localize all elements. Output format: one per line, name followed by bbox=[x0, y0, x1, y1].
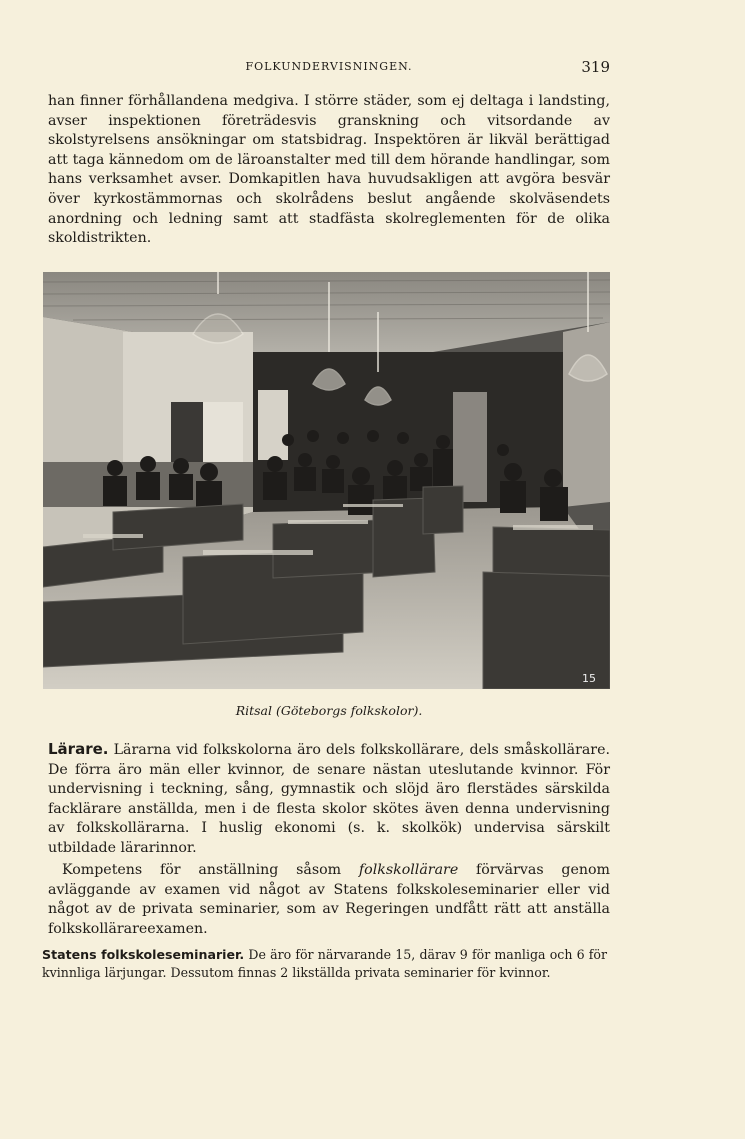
seminaries-note bbox=[42, 946, 607, 981]
competence-paragraph bbox=[48, 861, 610, 939]
teachers-text: Lärarna vid folkskolorna äro dels folkskollärare, dels småskollärare. De förra äro män eller kvinnor, de senare nästan uteslutande kvinnor. För undervisning i teckning, sång, gymnastik och slöjd äro flerstädes särskilda facklärare anställda, men i de flesta skolor skötes även denna undervisning av folkskollärarna. I huslig ekonomi (s. k. skolkök) undervisa särskilt utbildade lärarinnor. bbox=[48, 742, 610, 856]
photo-caption bbox=[48, 703, 610, 718]
page-header bbox=[48, 60, 610, 80]
teachers-heading: Lärare. bbox=[48, 740, 109, 758]
competence-emphasis: folkskollärare bbox=[358, 862, 459, 878]
caption-source: (Göteborgs folkskolor). bbox=[276, 703, 423, 718]
page-number: 319 bbox=[581, 58, 610, 76]
plate-number: 15 bbox=[582, 672, 596, 685]
classroom-photo bbox=[43, 272, 610, 689]
seminaries-heading: Statens folkskoleseminarier. bbox=[42, 947, 245, 962]
running-title: FOLKUNDERVISNINGEN. bbox=[245, 60, 413, 73]
competence-after: förvärvas genom avläggande av examen vid något av Statens folkskoleseminarier eller vid något av de privata seminarier, som av Regeringen undfått rätt att anställa folkskollärareexamen. bbox=[48, 862, 610, 937]
competence-before: Kompetens för anställning såsom bbox=[62, 862, 342, 878]
seminaries-text: De äro för närvarande 15, därav 9 för manliga och 6 för kvinnliga lärjungar. Dessutom finnas 2 likställda privata seminarier för kvinnor. bbox=[42, 947, 607, 980]
classroom-illustration bbox=[43, 272, 610, 689]
intro-paragraph: han finner förhållandena medgiva. I större städer, som ej deltaga i landsting, avser inspektionen företrädesvis granskning och vitsordande av skolstyrelsens ansökningar om statsbidrag. Inspektören är likväl berättigad att taga kännedom om de läroanstalter med till dem hörande handlingar, som hans verksamhet avser. Domkapitlen hava huvudsakligen att avgöra besvär över kyrkostämmornas och skolrådens beslut angående skolväsendets anordning och ledning samt att stadfästa skolreglementen för de olika skoldistrikten. bbox=[48, 93, 610, 247]
teachers-paragraph bbox=[48, 740, 610, 859]
caption-place: Ritsal bbox=[235, 703, 273, 718]
